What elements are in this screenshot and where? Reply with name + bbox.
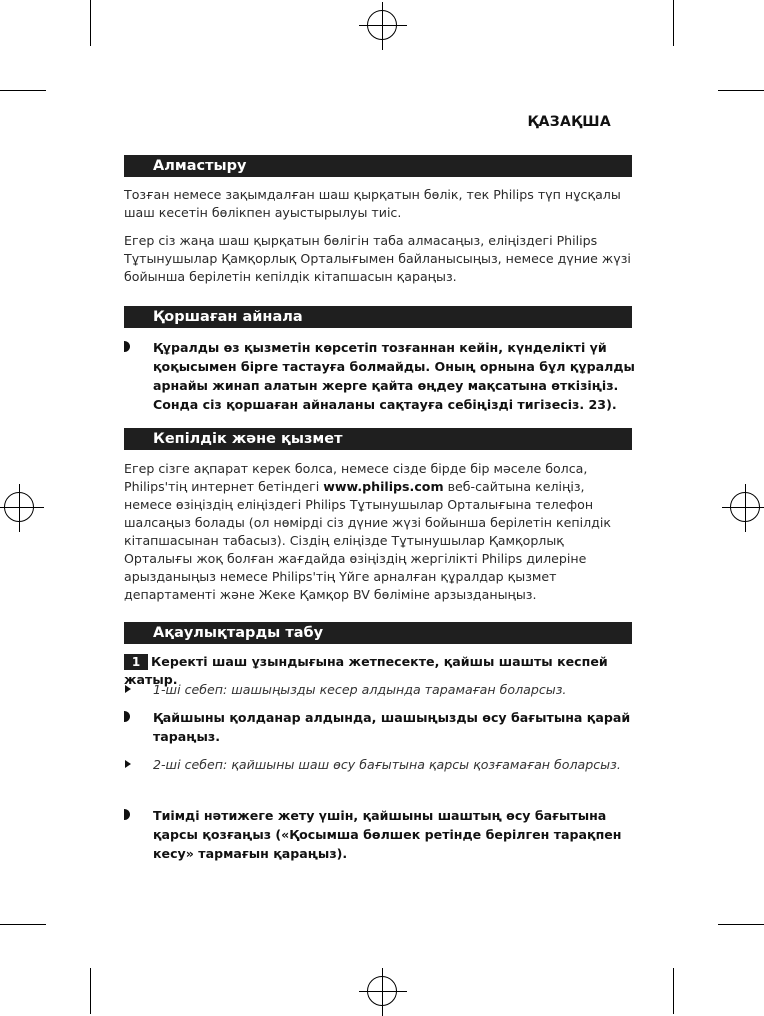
solution-text: Тиімді нәтижеге жету үшін, қайшыны шаштың өсу бағытына қарсы қозғаңыз («Қосымша бөлшек ретінде берілген тарақпен кесу» тармағын қараңыз).: [153, 808, 622, 861]
cause-text: 1-ші себеп: шашыңызды кесер алдында тарамаған боларсыз.: [153, 682, 567, 697]
crop-mark: [673, 968, 674, 1014]
crop-mark: [673, 0, 674, 46]
triangle-bullet-icon: [125, 685, 131, 693]
solution-text: Қайшыны қолданар алдында, шашыңызды өсу бағытына қарай тараңыз.: [153, 710, 631, 744]
section-heading-environment: Қоршаған айнала: [124, 306, 632, 328]
solution-item: [124, 806, 636, 863]
warranty-text-before: Егер сізге ақпарат керек болса, немесе сізде бірде бір мәселе болса, Philips'тің интернет бетіндегі: [124, 461, 588, 494]
warranty-text: [124, 460, 636, 604]
paragraph: [124, 460, 636, 604]
bullet-icon: [124, 809, 130, 820]
registration-mark-icon: [367, 10, 397, 40]
step-text: Керекті шаш ұзындығына жетпесекте, қайшы шашты кеспей жатыр.: [124, 654, 608, 687]
language-label: ҚАЗАҚША: [527, 114, 611, 130]
crop-mark: [0, 90, 46, 91]
warranty-text-after: веб-сайтына келіңіз, немесе өзіңіздің еліңіздегі Philips Тұтынушылар Орталығына телефон шалсаңыз болады (ол нөмірді сіз дүние жүзі бойынша берілетін кепілдік кітапшасынан табасыз). Сіздің еліңізде Тұтынушылар Қамқорлық Орталығы жоқ болған жағдайда өзіңіздің жергілікті Philips дилеріне арызданыңыз немесе Philips'тің Үйге арналған құралдар қызмет департаменті және Жеке Қамқор BV бөліміне арзызданыңыз.: [124, 479, 611, 602]
cause-item: [124, 680, 636, 699]
crop-mark: [718, 924, 764, 925]
bullet-text: Құралды өз қызметін көрсетіп тозғаннан кейін, күнделікті үй қоқысымен бірге тастауға болмайды. Оның орнына бұл құралды арнайы жинап алатын жерге қайта өңдеу мақсатына өткізіңіз. Сонда сіз қоршаған айналаны сақтауға себіңізді тигізесіз. 23).: [153, 340, 635, 412]
solution-item: [124, 708, 636, 746]
paragraph: Егер сіз жаңа шаш қырқатын бөлігін таба алмасаңыз, еліңіздегі Philips Тұтынушылар Қамқорлық Орталығымен байланысыңыз, немесе дүние жүзі бойынша берілетін кепілдік кітапшасын қараңыз.: [124, 233, 631, 284]
section-heading-troubleshooting: Ақаулықтарды табу: [124, 622, 632, 644]
step-number-badge: 1: [124, 654, 148, 670]
crop-mark: [90, 968, 91, 1014]
bullet-icon: [124, 341, 130, 352]
paragraph: Тозған немесе зақымдалған шаш қырқатын бөлік, тек Philips түп нұсқалы шаш кесетін бөлікпен ауыстырылуы тиіс.: [124, 187, 621, 220]
environment-bullet: [124, 338, 636, 414]
website-link[interactable]: www.philips.com: [323, 479, 444, 494]
registration-mark-icon: [4, 492, 34, 522]
crop-mark: [90, 0, 91, 46]
registration-mark-icon: [730, 492, 760, 522]
replacement-text: [124, 186, 636, 286]
cause-text: 2-ші себеп: қайшыны шаш өсу бағытына қарсы қозғамаған боларсыз.: [153, 757, 621, 772]
triangle-bullet-icon: [125, 760, 131, 768]
bullet-icon: [124, 711, 130, 722]
registration-mark-icon: [367, 976, 397, 1006]
section-heading-warranty: Кепілдік және қызмет: [124, 428, 632, 450]
crop-mark: [0, 924, 46, 925]
crop-mark: [718, 90, 764, 91]
section-heading-replacement: Алмастыру: [124, 155, 632, 177]
cause-item: [124, 755, 636, 774]
